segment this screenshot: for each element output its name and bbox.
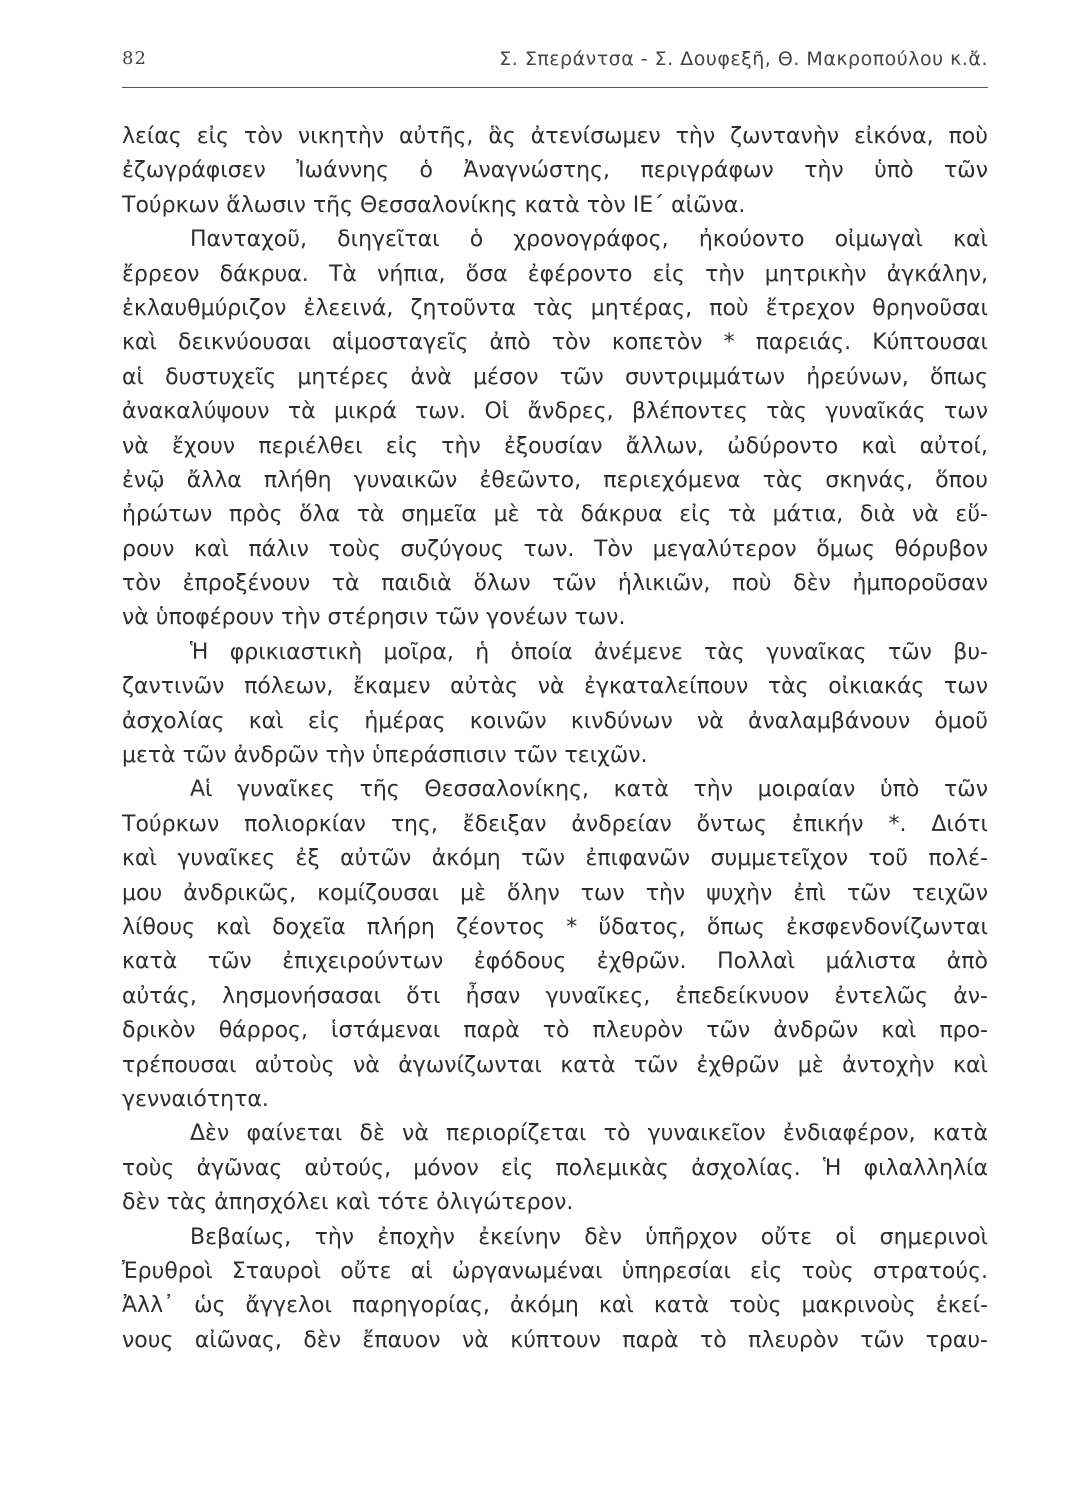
text-line: δὲν τὰς ἀπησχόλει καὶ τότε ὀλιγώτερον. <box>122 1190 574 1216</box>
text-line: ἐκλαυθμύριζον ἐλεεινά, ζητοῦντα τὰς μητέρας, ποὺ ἔτρεχον θρηνοῦσαι <box>122 295 988 321</box>
text-line: αἱ δυστυχεῖς μητέρες ἀνὰ μέσον τῶν συντριμμάτων ἠρεύνων, ὅπως <box>122 364 988 390</box>
text-line: ἐνῷ ἄλλα πλήθη γυναικῶν ἐθεῶντο, περιεχόμενα τὰς σκηνάς, ὅπου <box>122 467 988 493</box>
header-rule <box>122 87 988 88</box>
text-line: ἔρρεον δάκρυα. Τὰ νήπια, ὅσα ἐφέροντο εἰς τὴν μητρικὴν ἀγκάλην, <box>122 261 988 287</box>
text-line: τρέπουσαι αὐτοὺς νὰ ἀγωνίζωνται κατὰ τῶν ἐχθρῶν μὲ ἀντοχὴν καὶ <box>122 1052 988 1078</box>
text-line: Αἱ γυναῖκες τῆς Θεσσαλονίκης, κατὰ τὴν μοιραίαν ὑπὸ τῶν <box>190 777 988 803</box>
text-line: ζαντινῶν πόλεων, ἔκαμεν αὐτὰς νὰ ἐγκαταλείπουν τὰς οἰκιακάς των <box>122 674 988 700</box>
text-line: ἀσχολίας καὶ εἰς ἡμέρας κοινῶν κινδύνων νὰ ἀναλαμβάνουν ὁμοῦ <box>122 708 988 734</box>
text-line: μου ἀνδρικῶς, κομίζουσαι μὲ ὅλην των τὴν ψυχὴν ἐπὶ τῶν τειχῶν <box>122 880 988 906</box>
text-line: δρικὸν θάρρος, ἱστάμεναι παρὰ τὸ πλευρὸν τῶν ἀνδρῶν καὶ προ- <box>122 1018 988 1044</box>
text-line: Πανταχοῦ, διηγεῖται ὁ χρονογράφος, ἠκούοντο οἰμωγαὶ καὶ <box>190 227 988 253</box>
text-line: ἠρώτων πρὸς ὅλα τὰ σημεῖα μὲ τὰ δάκρυα εἰς τὰ μάτια, διὰ νὰ εὕ- <box>122 502 988 528</box>
text-line: Ἡ φρικιαστικὴ μοῖρα, ἡ ὁποία ἀνέμενε τὰς γυναῖκας τῶν βυ- <box>190 639 988 665</box>
page-number: 82 <box>122 48 147 69</box>
text-line: αὐτάς, λησμονήσασαι ὅτι ἦσαν γυναῖκες, ἐπεδείκνυον ἐντελῶς ἀν- <box>122 983 988 1009</box>
text-line: καὶ δεικνύουσαι αἱμοσταγεῖς ἀπὸ τὸν κοπετὸν * παρειάς. Κύπτουσαι <box>122 330 988 356</box>
body-text <box>122 120 988 1358</box>
text-line: Ἀλλ᾽ ὡς ἄγγελοι παρηγορίας, ἀκόμη καὶ κατὰ τοὺς μακρινοὺς ἐκεί- <box>122 1293 988 1319</box>
text-line: τὸν ἐπροξένουν τὰ παιδιὰ ὅλων τῶν ἡλικιῶν, ποὺ δὲν ἠμποροῦσαν <box>122 571 988 597</box>
text-line: ἐζωγράφισεν Ἰωάννης ὁ Ἀναγνώστης, περιγράφων τὴν ὑπὸ τῶν <box>122 158 988 184</box>
text-line: Τούρκων πολιορκίαν της, ἔδειξαν ἀνδρείαν ὄντως ἐπικήν *. Διότι <box>122 811 988 837</box>
text-line: Ἐρυθροὶ Σταυροὶ οὔτε αἱ ὠργανωμέναι ὑπηρεσίαι εἰς τοὺς στρατούς. <box>122 1258 988 1284</box>
text-line: τοὺς ἀγῶνας αὐτούς, μόνον εἰς πολεμικὰς ἀσχολίας. Ἡ φιλαλληλία <box>122 1155 988 1181</box>
text-line: ρουν καὶ πάλιν τοὺς συζύγους των. Τὸν μεγαλύτερον ὅμως θόρυβον <box>122 536 988 562</box>
text-line: Δὲν φαίνεται δὲ νὰ περιορίζεται τὸ γυναικεῖον ἐνδιαφέρον, κατὰ <box>190 1121 988 1147</box>
text-line: μετὰ τῶν ἀνδρῶν τὴν ὑπεράσπισιν τῶν τειχῶν. <box>122 743 648 769</box>
text-line: γενναιότητα. <box>122 1086 269 1112</box>
text-line: λίθους καὶ δοχεῖα πλήρη ζέοντος * ὕδατος, ὅπως ἐκσφενδονίζωνται <box>122 914 988 940</box>
text-line: νὰ ὑποφέρουν τὴν στέρησιν τῶν γονέων των. <box>122 605 626 631</box>
text-line: ἀνακαλύψουν τὰ μικρά των. Οἱ ἄνδρες, βλέποντες τὰς γυναῖκάς των <box>122 399 988 425</box>
text-line: Τούρκων ἅλωσιν τῆς Θεσσαλονίκης κατὰ τὸν ΙΕ΄ αἰῶνα. <box>122 192 746 218</box>
text-line: Βεβαίως, τὴν ἐποχὴν ἐκείνην δὲν ὑπῆρχον οὔτε οἱ σημερινοὶ <box>190 1224 988 1250</box>
text-line: καὶ γυναῖκες ἐξ αὐτῶν ἀκόμη τῶν ἐπιφανῶν συμμετεῖχον τοῦ πολέ- <box>122 846 988 872</box>
text-line: λείας εἰς τὸν νικητὴν αὐτῆς, ἃς ἀτενίσωμεν τὴν ζωντανὴν εἰκόνα, ποὺ <box>122 124 988 149</box>
text-line: νους αἰῶνας, δὲν ἔπαυον νὰ κύπτουν παρὰ τὸ πλευρὸν τῶν τραυ- <box>122 1327 988 1353</box>
text-line: νὰ ἔχουν περιέλθει εἰς τὴν ἐξουσίαν ἄλλων, ὠδύροντο καὶ αὐτοί, <box>122 433 988 459</box>
page-header <box>122 48 988 78</box>
running-head: Σ. Σπεράντσα - Σ. Δουφεξῆ, Θ. Μακροπούλου κ.ἄ. <box>499 48 988 70</box>
text-line: κατὰ τῶν ἐπιχειρούντων ἐφόδους ἐχθρῶν. Πολλαὶ μάλιστα ἀπὸ <box>122 949 988 975</box>
